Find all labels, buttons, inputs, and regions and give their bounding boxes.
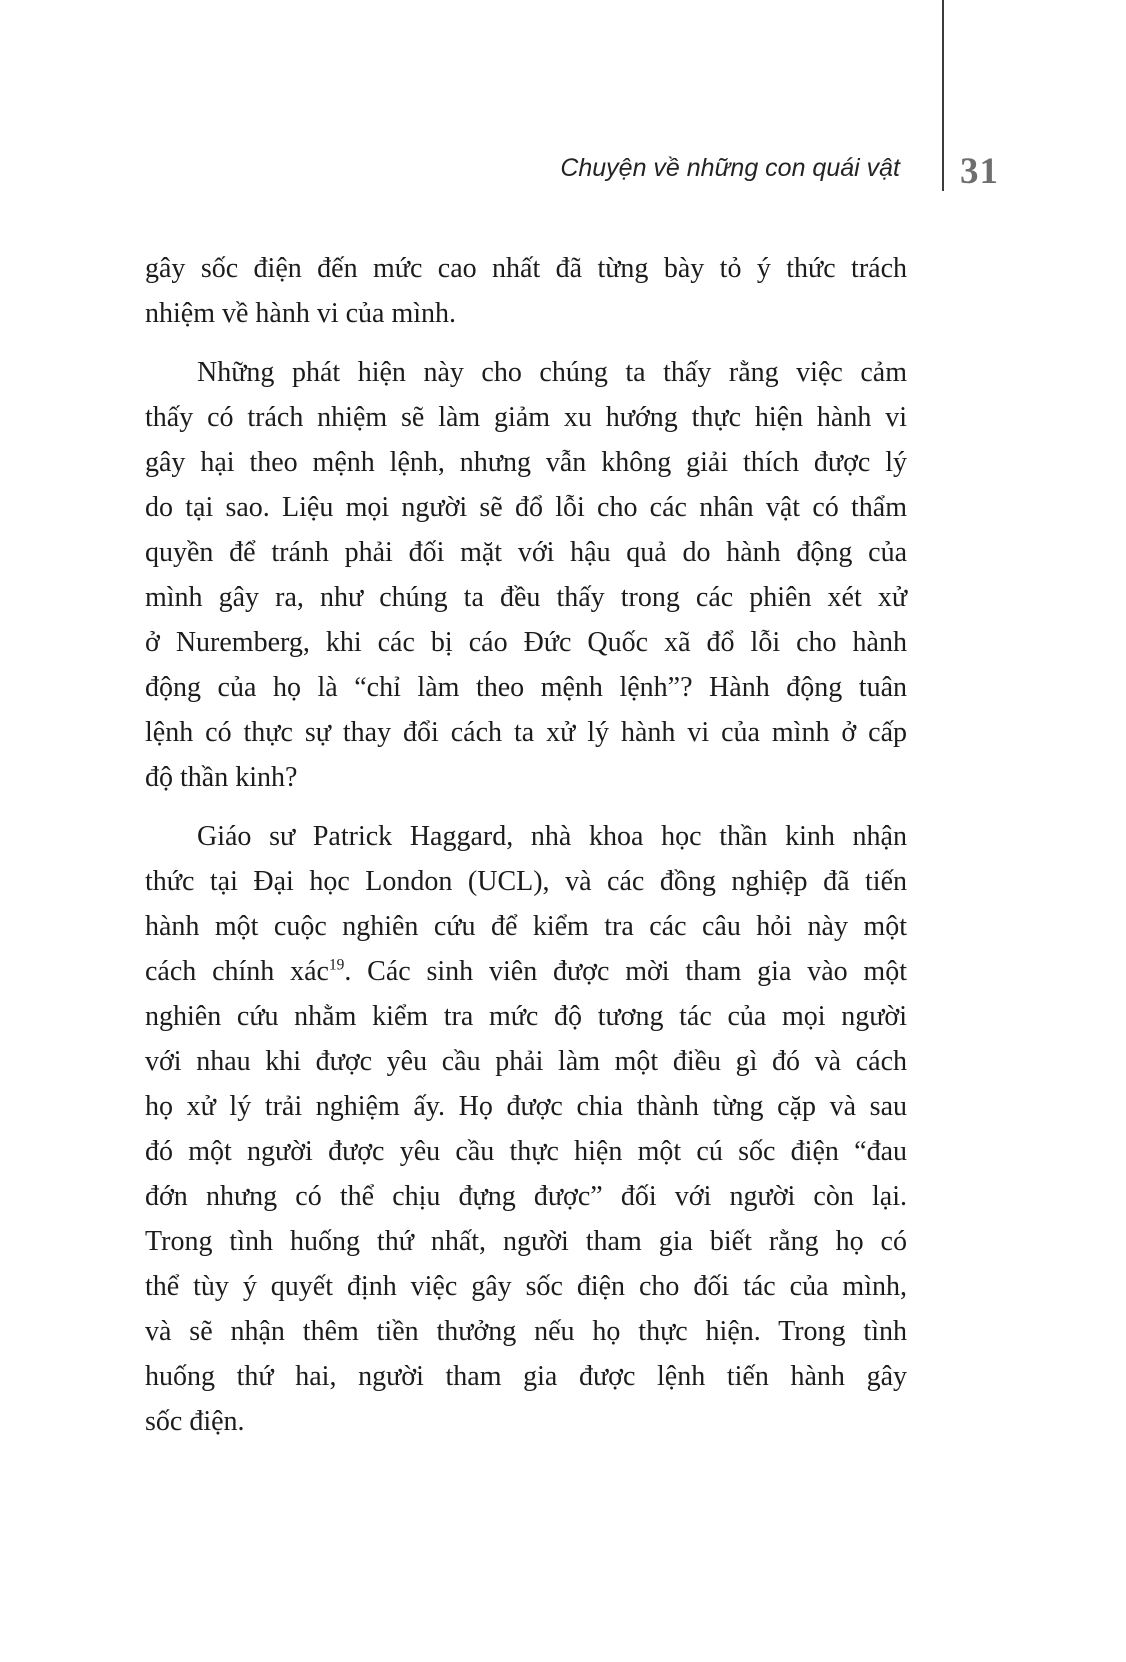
text-line: Những phát hiện này cho chúng ta thấy rằng việc cảm (197, 357, 907, 388)
paragraph (145, 350, 907, 800)
text-line: và sẽ nhận thêm tiền thưởng nếu họ thực hiện. Trong tình (145, 1316, 907, 1347)
text-line: thể tùy ý quyết định việc gây sốc điện cho đối tác của mình, (145, 1271, 907, 1302)
text-line: huống thứ hai, người tham gia được lệnh tiến hành gây (145, 1361, 907, 1392)
text-line: hành một cuộc nghiên cứu để kiểm tra các câu hỏi này một (145, 911, 907, 942)
text-line: sốc điện. (145, 1406, 245, 1437)
text-line: động của họ là “chỉ làm theo mệnh lệnh”? Hành động tuân (145, 672, 907, 703)
text-line: thức tại Đại học London (UCL), và các đồng nghiệp đã tiến (145, 866, 907, 897)
text-line: họ xử lý trải nghiệm ấy. Họ được chia thành từng cặp và sau (145, 1091, 907, 1122)
text-line: quyền để tránh phải đối mặt với hậu quả do hành động của (145, 537, 907, 568)
footnote-reference: 19 (328, 956, 345, 974)
text-line: ở Nuremberg, khi các bị cáo Đức Quốc xã đổ lỗi cho hành (145, 627, 907, 658)
text-line: Giáo sư Patrick Haggard, nhà khoa học thần kinh nhận (197, 821, 907, 852)
paragraph (145, 246, 907, 336)
running-title: Chuyện về những con quái vật (560, 154, 900, 182)
text-line: đó một người được yêu cầu thực hiện một cú sốc điện “đau (145, 1136, 907, 1167)
text-line: mình gây ra, như chúng ta đều thấy trong các phiên xét xử (145, 582, 907, 613)
text-line: với nhau khi được yêu cầu phải làm một điều gì đó và cách (145, 1046, 907, 1077)
text-line: nhiệm về hành vi của mình. (145, 298, 457, 329)
body-text (145, 246, 907, 1444)
header-divider-rule (942, 0, 944, 191)
page-number: 31 (960, 151, 999, 192)
text-line: Trong tình huống thứ nhất, người tham gia biết rằng họ có (145, 1226, 907, 1257)
text-line: độ thần kinh? (145, 762, 298, 793)
text-line: nghiên cứu nhằm kiểm tra mức độ tương tác của mọi người (145, 1001, 907, 1032)
text-line: thấy có trách nhiệm sẽ làm giảm xu hướng thực hiện hành vi (145, 402, 907, 433)
text-line: lệnh có thực sự thay đổi cách ta xử lý hành vi của mình ở cấp (145, 717, 907, 748)
text-line: gây hại theo mệnh lệnh, nhưng vẫn không giải thích được lý (145, 447, 907, 478)
text-line: gây sốc điện đến mức cao nhất đã từng bày tỏ ý thức trách (145, 253, 907, 284)
text-line: đớn nhưng có thể chịu đựng được” đối với người còn lại. (145, 1181, 907, 1212)
text-line: do tại sao. Liệu mọi người sẽ đổ lỗi cho các nhân vật có thẩm (145, 492, 907, 523)
paragraph (145, 814, 907, 1444)
text-line: cách chính xác$^{19}$. Các sinh viên được mời tham gia vào một (145, 956, 907, 987)
